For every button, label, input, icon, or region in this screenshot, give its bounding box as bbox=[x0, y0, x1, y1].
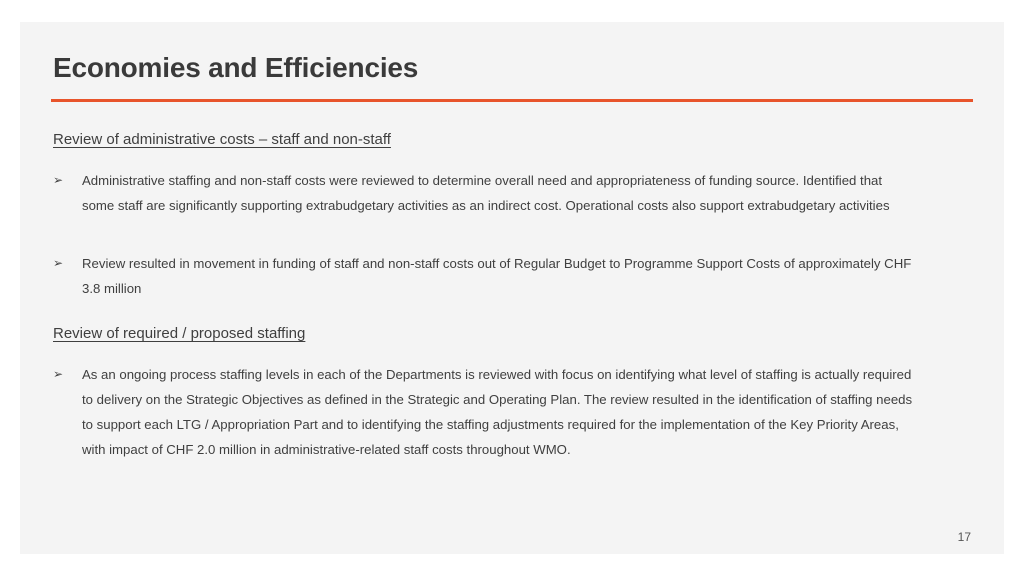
slide bbox=[20, 22, 1004, 554]
bullet-text: Administrative staffing and non-staff costs were reviewed to determine overall need and appropriateness of funding source. Identified that some staff are significantly supporting extrabudgetary activities as an indirect cost. Operational costs also support extrabudgetary activities bbox=[82, 173, 890, 213]
page-number: 17 bbox=[957, 530, 971, 544]
arrow-bullet-icon: ➢ bbox=[53, 367, 64, 381]
bullet-staffing-levels bbox=[53, 362, 913, 462]
bullet-text: As an ongoing process staffing levels in each of the Departments is reviewed with focus on identifying what level of staffing is actually required to delivery on the Strategic Objectives as defined in the Strategic and Operating Plan. The review resulted in the identification of staffing needs to support each LTG / Appropriation Part and to identifying the staffing adjustments required for the implementation of the Key Priority Areas, with impact of CHF 2.0 million in administrative-related staff costs throughout WMO. bbox=[82, 367, 913, 457]
section-heading-staffing: Review of required / proposed staffing bbox=[53, 325, 306, 342]
title-divider bbox=[51, 99, 973, 102]
arrow-bullet-icon: ➢ bbox=[53, 173, 64, 187]
bullet-funding-movement bbox=[53, 251, 913, 301]
slide-title: Economies and Efficiencies bbox=[53, 52, 419, 83]
bullet-admin-staffing bbox=[53, 168, 913, 218]
arrow-bullet-icon: ➢ bbox=[53, 256, 64, 270]
bullet-text: Review resulted in movement in funding of staff and non-staff costs out of Regular Budget to Programme Support Costs of approximately CHF 3.8 million bbox=[82, 256, 912, 296]
section-heading-admin-costs: Review of administrative costs – staff and non-staff bbox=[53, 131, 391, 148]
